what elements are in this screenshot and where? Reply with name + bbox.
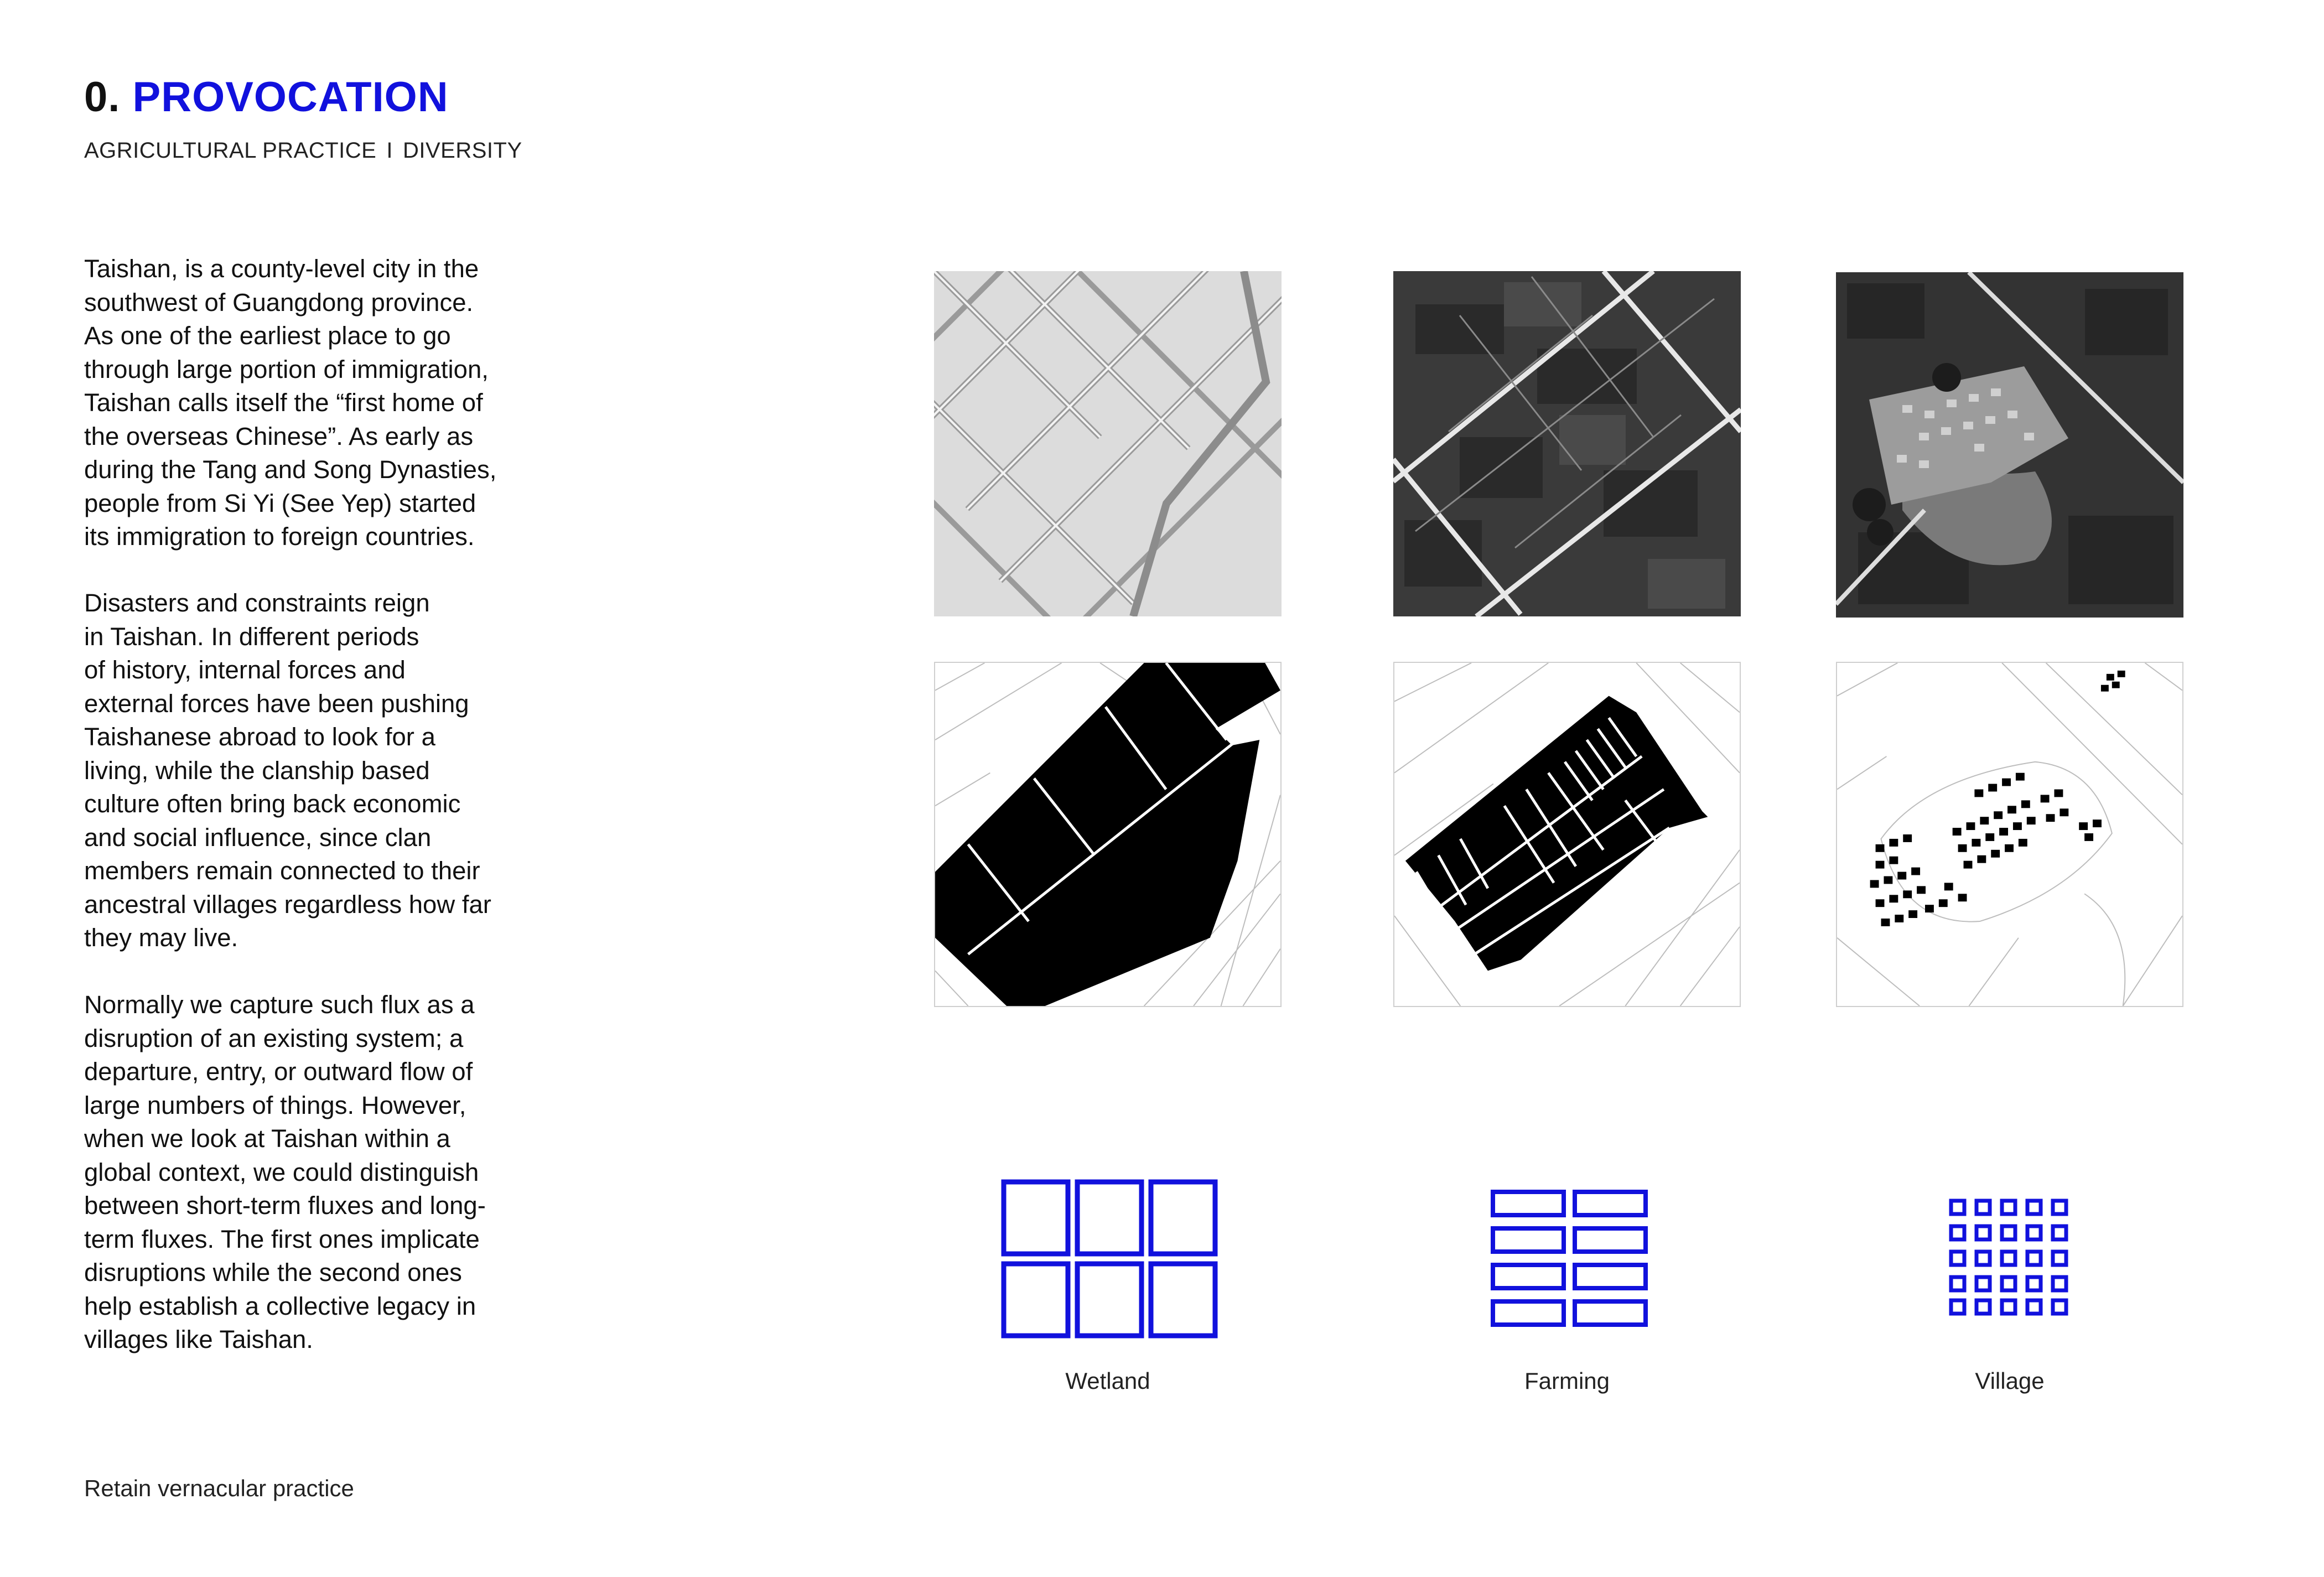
wetland-caption: Wetland xyxy=(1065,1368,1150,1394)
footer-note: Retain vernacular practice xyxy=(84,1475,354,1501)
subtitle-left: AGRICULTURAL PRACTICE xyxy=(84,138,377,163)
subtitle-right: DIVERSITY xyxy=(402,138,522,163)
section-title: PROVOCATION xyxy=(132,74,449,121)
page-title xyxy=(84,74,449,121)
body-paragraph-3: Normally we capture such flux as a disruption of an existing system; a departure, entry, or outward flow of large numbers of things. However, when we look at Taishan within a global context, we could distinguish between short-term fluxes and long- term fluxes. The first ones implicate disruptions while the second ones help establish a collective legacy in villages like Taishan. xyxy=(84,990,486,1353)
village-caption: Village xyxy=(1975,1368,2045,1394)
village-figure-ground-plan xyxy=(1836,662,2183,1007)
body-paragraph-2: Disasters and constraints reign in Taishan. In different periods of history, internal forces and external forces have been pushing Taishanese abroad to look for a living, while the clanship based culture often bring back economic and social influence, since clan members remain connected to their ancestral villages regardless how far they may live. xyxy=(84,589,491,952)
subtitle-separator: I xyxy=(386,138,393,163)
farming-caption: Farming xyxy=(1524,1368,1610,1394)
farming-grid-icon xyxy=(1491,1190,1648,1327)
body-paragraph-1: Taishan, is a county-level city in the southwest of Guangdong province. As one of the earliest place to go through large portion of immigration, Taishan calls itself the “first home of the overseas Chinese”. As early as during the Tang and Song Dynasties, people from Si Yi (See Yep) started its immigration to foreign countries. xyxy=(84,255,497,551)
village-aerial-photo xyxy=(1836,272,2183,618)
village-grid-icon xyxy=(1949,1199,2076,1316)
wetland-aerial-photo xyxy=(934,271,1282,616)
wetland-figure-ground-plan xyxy=(934,662,1282,1007)
section-number: 0. xyxy=(84,74,121,121)
wetland-grid-icon xyxy=(1000,1179,1218,1339)
farming-figure-ground-plan xyxy=(1393,662,1741,1007)
farming-aerial-photo xyxy=(1393,271,1741,616)
page-subtitle xyxy=(84,138,522,163)
